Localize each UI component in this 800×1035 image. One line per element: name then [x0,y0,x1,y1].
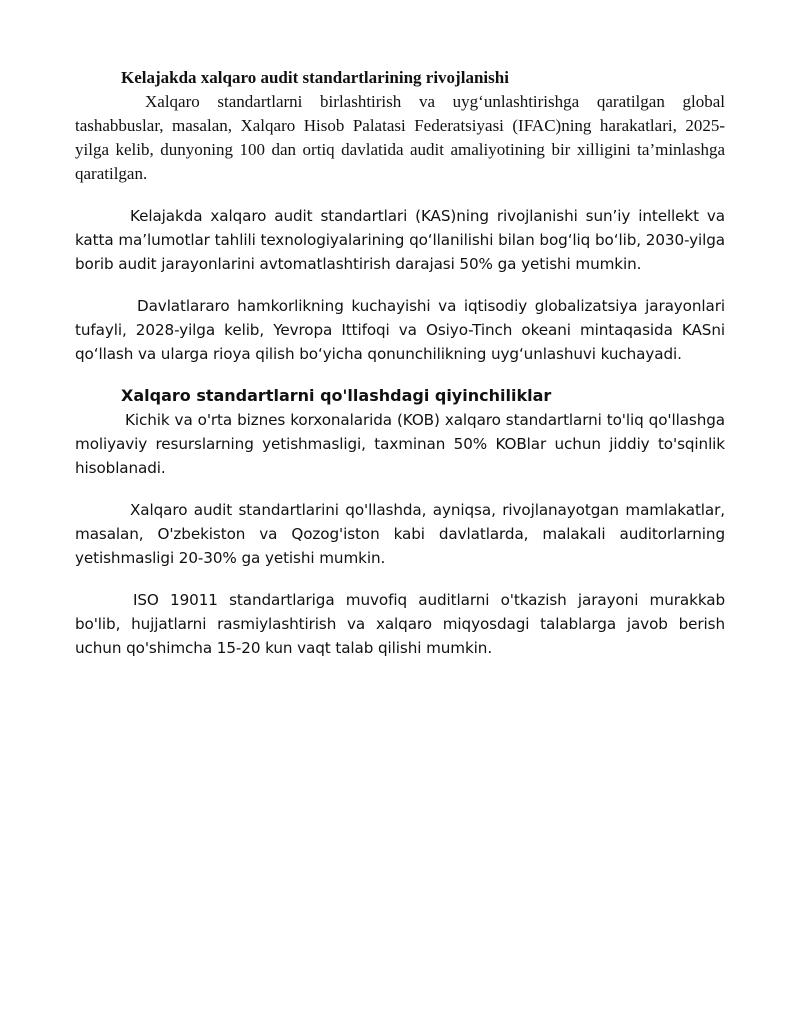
paragraph-auditor-shortage: Xalqaro audit standartlarini qo'llashda, ayniqsa, rivojlanayotgan mamlakatlar, masalan, O'zbekiston va Qozog'iston kabi davlatlarda, malakali auditorlarning yetishmasligi 20-30% ga yetishi mumkin. [75,501,725,567]
section-title-challenges: Xalqaro standartlarni qo'llashdagi qiyinchiliklar [121,386,552,405]
spacer [75,366,725,384]
section-title-future-development: Kelajakda xalqaro audit standartlarining rivojlanishi [121,68,509,87]
spacer [75,480,725,498]
paragraph-global-initiatives: Xalqaro standartlarni birlashtirish va uyg‘unlashtirishga qaratilgan global tashabbuslar, masalan, Xalqaro Hisob Palatasi Federatsiyasi (IFAC)ning harakatlari, 2025-yilga kelib, dunyoning 100 dan ortiq davlatida audit amaliyotining bir xilligini ta’minlashga qaratilgan. [75,92,725,183]
paragraph-ai-automation: Kelajakda xalqaro audit standartlari (KAS)ning rivojlanishi sun’iy intellekt va katta ma’lumotlar tahlili texnologiyalarining qo‘llanilishi bilan bog‘liq bo‘lib, 2030-yilga borib audit jarayonlarini avtomatlashtirish darajasi 50% ga yetishi mumkin. [75,207,725,273]
paragraph-interstate-cooperation: Davlatlararo hamkorlikning kuchayishi va iqtisodiy globalizatsiya jarayonlari tufayli, 2028-yilga kelib, Yevropa Ittifoqi va Osiyo-Tinch okeani mintaqasida KASni qo‘llash va ularga rioya qilish bo‘yicha qonunchilikning uyg‘unlashuvi kuchayadi. [75,297,725,363]
document-page [75,66,725,660]
paragraph-iso-19011: ISO 19011 standartlariga muvofiq auditlarni o'tkazish jarayoni murakkab bo'lib, hujjatlarni rasmiylashtirish va xalqaro miqyosdagi talablarga javob berish uchun qo'shimcha 15-20 kun vaqt talab qilishi mumkin. [75,591,725,657]
spacer [75,570,725,588]
paragraph-sme-resources: Kichik va o'rta biznes korxonalarida (KOB) xalqaro standartlarni to'liq qo'llashga moliyaviy resurslarning yetishmasligi, taxminan 50% KOBlar uchun jiddiy to'sqinlik hisoblanadi. [75,411,725,477]
spacer [75,276,725,294]
spacer [75,186,725,204]
